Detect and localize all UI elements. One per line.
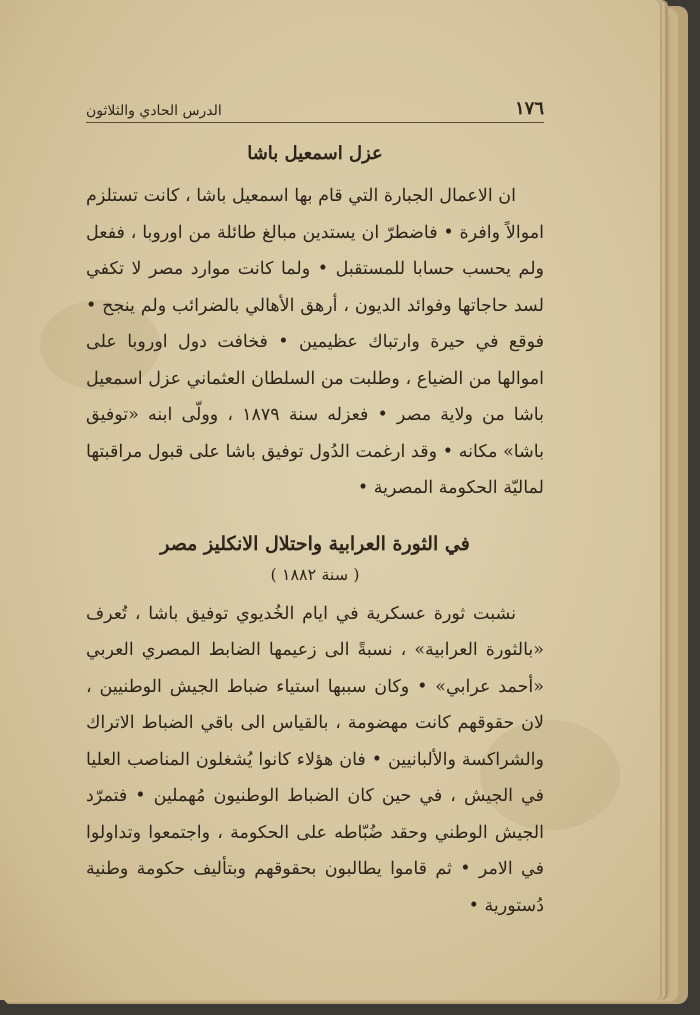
running-header [86,98,544,123]
body-paragraph: نشبت ثورة عسكرية في ايام الخُديوي توفيق باشا ، تُعرف «بالثورة العرابية» ، نسبةً الى زعيمها الضابط المصري العربي «أحمد عرابي» • وكان سببها استياء ضباط الجيش الوطنيين ، لان حقوقهم كانت مهضومة ، بالقياس الى باقي الضباط الاتراك والشراكسة والألبانيين • فان هؤلاء كانوا يُشغلون المناصب العليا في الجيش ، في حين كان الضباط الوطنيون مُهملين • فتمرّد الجيش الوطني وحقد ضُبّاطه على الحكومة ، واجتمعوا وتداولوا في الامر • ثم قاموا يطالبون بحقوقهم وبتأليف حكومة وطنية دُستورية • [86,603,544,916]
page-number: ١٧٦ [514,98,544,119]
body-paragraph: ان الاعمال الجبارة التي قام بها اسمعيل باشا ، كانت تستلزم اموالاً وافرة • فاضطرّ ان يستدين مبالغ طائلة من اوروبا ، ففعل ولم يحسب حسابا للمستقبل • ولما كانت موارد مصر لا تكفي لسد حاجاتها وفوائد الديون ، أرهق الأهالي بالضرائب ولم ينجح • فوقع في حيرة وارتباك عظيمين • فخافت دول اوروبا على اموالها من الضياع ، وطلبت من السلطان العثماني عزل اسمعيل باشا من ولاية مصر • فعزله سنة ١٨٧٩ ، وولّى ابنه «توفيق باشا» مكانه • وقد ارغمت الدُول توفيق باشا على قبول مراقبتها لماليّة الحكومة المصرية • [86,186,544,498]
section-heading: في الثورة العرابية واحتلال الانكليز مصر [160,532,470,555]
page-content [86,98,544,924]
section-heading: عزل اسمعيل باشا [247,143,383,164]
section-subtitle: ( سنة ١٨٨٢ ) [270,564,360,584]
running-header-title: الدرس الحادي والثلاثون [86,103,222,119]
